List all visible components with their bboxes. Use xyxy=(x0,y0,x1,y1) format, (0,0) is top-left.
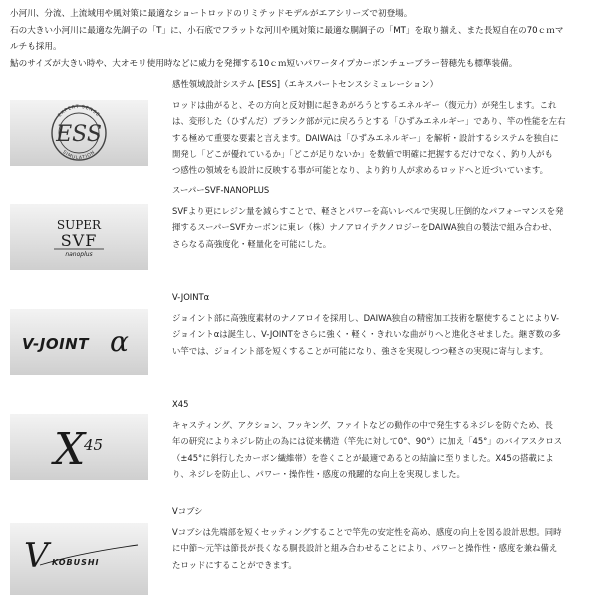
feature-description xyxy=(172,97,590,178)
v-joint-text: V-JOINT xyxy=(22,335,89,353)
feature-title: V-JOINTα xyxy=(172,292,210,302)
description-line: SVFより更にレジン量を減らすことで、軽さとパワーを高いレベルで実現し圧倒的なパフォーマンスを発 xyxy=(172,206,564,216)
ess-ring-bottom: SIMULATION xyxy=(61,149,97,162)
v-kobushi-logo xyxy=(10,523,148,595)
super-svf-logo xyxy=(10,204,148,270)
v-letter: V xyxy=(24,536,49,576)
description-line: ロッドは曲がると、その方向と反対側に起きあがろうとするエネルギー（復元力）が発生します。これ xyxy=(172,100,557,110)
alpha-text: α xyxy=(110,325,129,358)
intro-line: 石の大きい小河川に最適な先調子の「T」に、小石底でフラットな河川や風対策に最適な胴調子の「MT」を取り揃え、また長短自在の70ｃｍマ xyxy=(10,25,564,36)
super-text: SUPER xyxy=(56,218,102,232)
description-line: ジョイントαは誕生し、V-JOINTをさらに強く・軽く・きれいな曲がりへと進化させました。継ぎ数の多 xyxy=(172,329,561,340)
x-text: X xyxy=(54,424,86,475)
feature-description xyxy=(172,524,590,573)
svg-text:SIMULATION xyxy=(61,149,96,161)
feature-description xyxy=(172,203,590,252)
description-line: Vコブシは先端部を短くセッティングすることで竿先の安定性を高め、感度の向上を図る設計思想。同時 xyxy=(172,527,562,537)
x45-logo xyxy=(10,414,148,480)
ess-logo xyxy=(10,100,148,166)
feature-title: スーパーSVF-NANOPLUS xyxy=(172,185,270,195)
intro-line: 鮎のサイズが大きい時や、大オモリ使用時などに威力を発揮する10ｃｍ短いパワータイプカーボンチューブラー替穂先も標準装備。 xyxy=(10,58,518,69)
description-line: キャスティング、アクション、フッキング、ファイトなどの動作の中で発生するネジレを防ぐため、長 xyxy=(172,420,553,430)
description-line: は、変形した（ひずんだ）ブランク部が元に戻ろうとする「ひずみエネルギー」であり、竿の性能を左右 xyxy=(172,116,566,127)
description-line: たロッドにすることができます。 xyxy=(172,559,297,570)
ess-text: ESS xyxy=(56,122,102,147)
description-line: り、ネジレを防止し、パワー・操作性・感度の飛躍的な向上を実現しました。 xyxy=(172,468,465,479)
ess-ring-top: EXPERT SENSE xyxy=(57,104,101,119)
svg-text:EXPERT SENSE xyxy=(57,104,101,118)
description-line: 揮するスーパーSVFカーボンに東レ（株）ナノアロイテクノロジーをDAIWA独自の製法で組み合わせ、 xyxy=(172,222,557,233)
feature-title: X45 xyxy=(172,399,189,409)
description-line: （±45°に斜行したカーボン繊維帯）を巻くことが最適であるとの結論に至りました。X45の搭載によ xyxy=(172,452,554,463)
description-line: い竿では、ジョイント部を短くすることが可能になり、強さを実現しつつ軽さの実現に寄与します。 xyxy=(172,345,549,356)
description-line: に中節～元竿は節長が長くなる胴長設計と組み合わせることにより、パワーと操作性・感度を兼ね備え xyxy=(172,543,558,554)
v-joint-logo xyxy=(10,309,148,375)
feature-title: Vコブシ xyxy=(172,506,203,516)
description-line: する極めて重要な要素と言えます。DAIWAは「ひずみエネルギー」を解析・設計するシステムを独自に xyxy=(172,132,559,143)
intro-line: ルチも採用。 xyxy=(10,42,62,52)
nanoplus-text: nanoplus xyxy=(65,251,93,258)
description-line: つ感性の領域をも設計に反映する事が可能となり、より釣り人が求めるロッドへと近づいています。 xyxy=(172,165,549,176)
feature-description xyxy=(172,417,590,482)
feature-description xyxy=(172,310,590,359)
kobushi-text: KOBUSHI xyxy=(52,558,100,567)
svf-text: SVF xyxy=(60,231,98,250)
description-line: 年の研究によりネジレ防止の為には従来構造（竿先に対して0°、90°）に加え「45°」のバイアスクロス xyxy=(172,436,563,447)
intro-text xyxy=(10,6,594,72)
feature-title: 感性領域設計システム [ESS]（エキスパートセンスシミュレーション） xyxy=(172,79,438,89)
description-line: 開発し「どこが優れているか」「どこが足りないか」を数値で明確に把握するだけでなく、釣り人がも xyxy=(172,148,553,159)
x45-number: 45 xyxy=(84,436,104,454)
description-line: さらなる高強度化・軽量化を可能にした。 xyxy=(172,238,332,249)
intro-line: 小河川、分流、上流域用や風対策に最適なショートロッドのリミテッドモデルがエアシリーズで初登場。 xyxy=(10,9,413,19)
description-line: ジョイント部に高強度素材のナノアロイを採用し、DAIWA独自の精密加工技術を駆使することによりV- xyxy=(172,313,560,323)
